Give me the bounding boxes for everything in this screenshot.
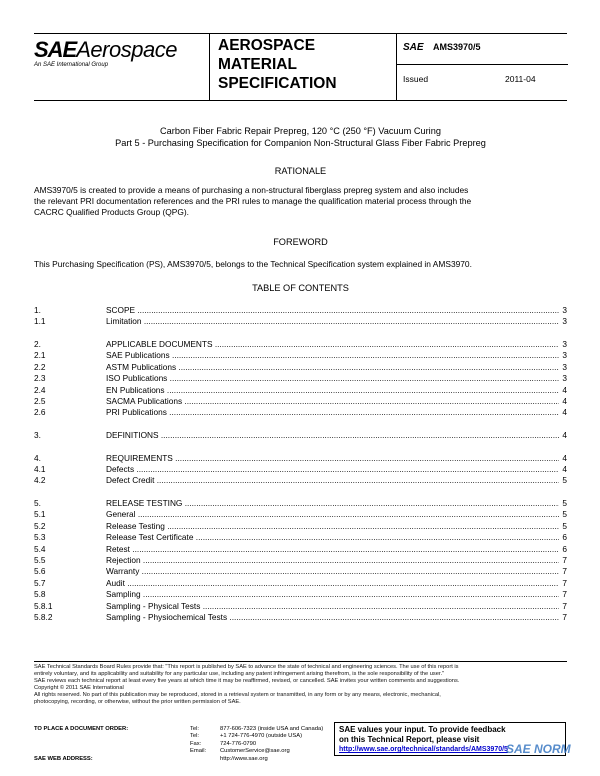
subtitle-line: Part 5 - Purchasing Specification for Companion Non-Structural Glass Fiber Fabric Prepreg [115,138,486,148]
toc-entry[interactable]: 1.1 Limitation ..... 3 [34,316,567,327]
doc-number: AMS3970/5 [433,42,481,52]
paragraph-line: AMS3970/5 is created to provide a means of purchasing a non-structural fiberglass prepreg system and also includes [34,185,469,195]
document-meta-box [396,34,568,100]
brand-tagline: An SAE International Group [34,62,109,68]
sae-aerospace-logo [34,34,210,100]
toc-entry[interactable]: 5.3 Release Test Certificate ..... 6 [34,532,567,543]
foreword-text [34,259,567,270]
title-line: MATERIAL [218,56,297,73]
toc-heading: TABLE OF CONTENTS [252,283,349,293]
toc-entry[interactable]: 4. REQUIREMENTS ..... 4 [34,453,567,464]
contact-email-link[interactable]: CustomerService@sae.org [220,748,290,755]
toc-entry[interactable]: 1. SCOPE ..... 3 [34,305,567,316]
feedback-text: SAE values your input. To provide feedback [339,725,506,734]
paragraph-line: CACRC Qualified Products Group (QPG). [34,207,189,217]
toc-entry[interactable]: 2.1 SAE Publications ..... 3 [34,350,567,361]
title-line: SPECIFICATION [218,75,337,92]
foreword-heading: FOREWORD [273,237,328,247]
subtitle-line: Carbon Fiber Fabric Repair Prepreg, 120 °C (250 °F) Vacuum Curing [160,126,441,136]
document-type-title [218,36,418,93]
paragraph-line: This Purchasing Specification (PS), AMS3970/5, belongs to the Technical Specification system explained in AMS3970. [34,259,472,269]
policy-line: All rights reserved. No part of this publication may be reproduced, stored in a retrieval system or transmitted, in any form or by any means, electronic, mechanical, [34,692,441,698]
toc-entry[interactable]: 2.6 PRI Publications ..... 4 [34,407,567,418]
sae-norm-watermark: SAE NORM [506,742,571,756]
toc-entry[interactable]: 5.5 Rejection ..... 7 [34,555,567,566]
rationale-heading: RATIONALE [274,166,327,176]
toc-entry[interactable]: 5.1 General ..... 5 [34,509,567,520]
rationale-text [34,185,567,218]
toc-entry[interactable]: 4.1 Defects ..... 4 [34,464,567,475]
policy-line: photocopying, recording, or otherwise, without the prior written permission of SAE. [34,699,241,705]
issued-label: Issued [403,74,429,84]
policy-line: SAE Technical Standards Board Rules provide that: "This report is published by SAE to advance the state of technical and engineering sciences. The use of this report is [34,664,459,670]
web-address-link[interactable]: http://www.sae.org [220,755,268,762]
toc-entry[interactable]: 4.2 Defect Credit ..... 5 [34,475,567,486]
toc-entry[interactable]: 5. RELEASE TESTING ..... 5 [34,498,567,509]
toc-entry[interactable]: 5.2 Release Testing ..... 5 [34,521,567,532]
issued-date: 2011-04 [505,74,536,84]
contact-key: Email: [190,748,207,755]
feedback-link[interactable]: http://www.sae.org/technical/standards/AMS3970/5 [339,746,508,753]
document-header [34,33,567,101]
copyright-line: Copyright © 2011 SAE International [34,685,124,691]
toc-entry[interactable]: 2.5 SACMA Publications ..... 4 [34,396,567,407]
contact-key: Tel: [190,733,200,740]
toc-entry[interactable]: 5.6 Warranty ..... 7 [34,566,567,577]
feedback-text: on this Technical Report, please visit [339,735,480,744]
brand-wordmark: SAEAerospace [34,37,177,62]
contact-key: Fax: [190,740,202,747]
toc-entry[interactable]: 2.3 ISO Publications ..... 3 [34,373,567,384]
doc-number-row [397,34,568,65]
sae-mini-logo: SAE [403,42,424,53]
web-label: SAE WEB ADDRESS: [34,755,93,762]
toc-entry[interactable]: 3. DEFINITIONS ..... 4 [34,430,567,441]
policy-line: entirely voluntary, and its applicability and suitability for any particular use, including any patent infringement arising therefrom, is the sole responsibility of the user." [34,671,445,677]
toc-entry[interactable]: 5.8.1 Sampling - Physical Tests ..... 7 [34,601,567,612]
toc-entry[interactable]: 5.8.2 Sampling - Physiochemical Tests ..... 7 [34,612,567,623]
paragraph-line: the relevant PRI documentation references and the PRI rules to manage the qualification material process through the [34,196,472,206]
contact-key: Tel: [190,726,200,732]
contact-phone[interactable]: 877-606-7323 (inside USA and Canada) [220,726,324,732]
footer-policy-text [34,664,567,706]
document-subtitle [34,125,567,149]
title-line: AEROSPACE [218,37,316,54]
toc-entry[interactable]: 5.8 Sampling ..... 7 [34,589,567,600]
contact-fax: 724-776-0790 [220,740,257,747]
toc-entry[interactable]: 2.4 EN Publications ..... 4 [34,385,567,396]
footer-divider [34,661,567,662]
contact-phone[interactable]: +1 724-776-4970 (outside USA) [220,733,303,740]
toc-entry[interactable]: 5.7 Audit ..... 7 [34,578,567,589]
toc-entry[interactable]: 2. APPLICABLE DOCUMENTS ..... 3 [34,339,567,350]
toc-entry[interactable]: 5.4 Retest ..... 6 [34,544,567,555]
policy-line: SAE reviews each technical report at least every five years at which time it may be reaffirmed, revised, or cancelled. SAE invites your written comments and suggestions. [34,678,460,684]
order-label: TO PLACE A DOCUMENT ORDER: [34,726,129,732]
toc-entry[interactable]: 2.2 ASTM Publications ..... 3 [34,362,567,373]
